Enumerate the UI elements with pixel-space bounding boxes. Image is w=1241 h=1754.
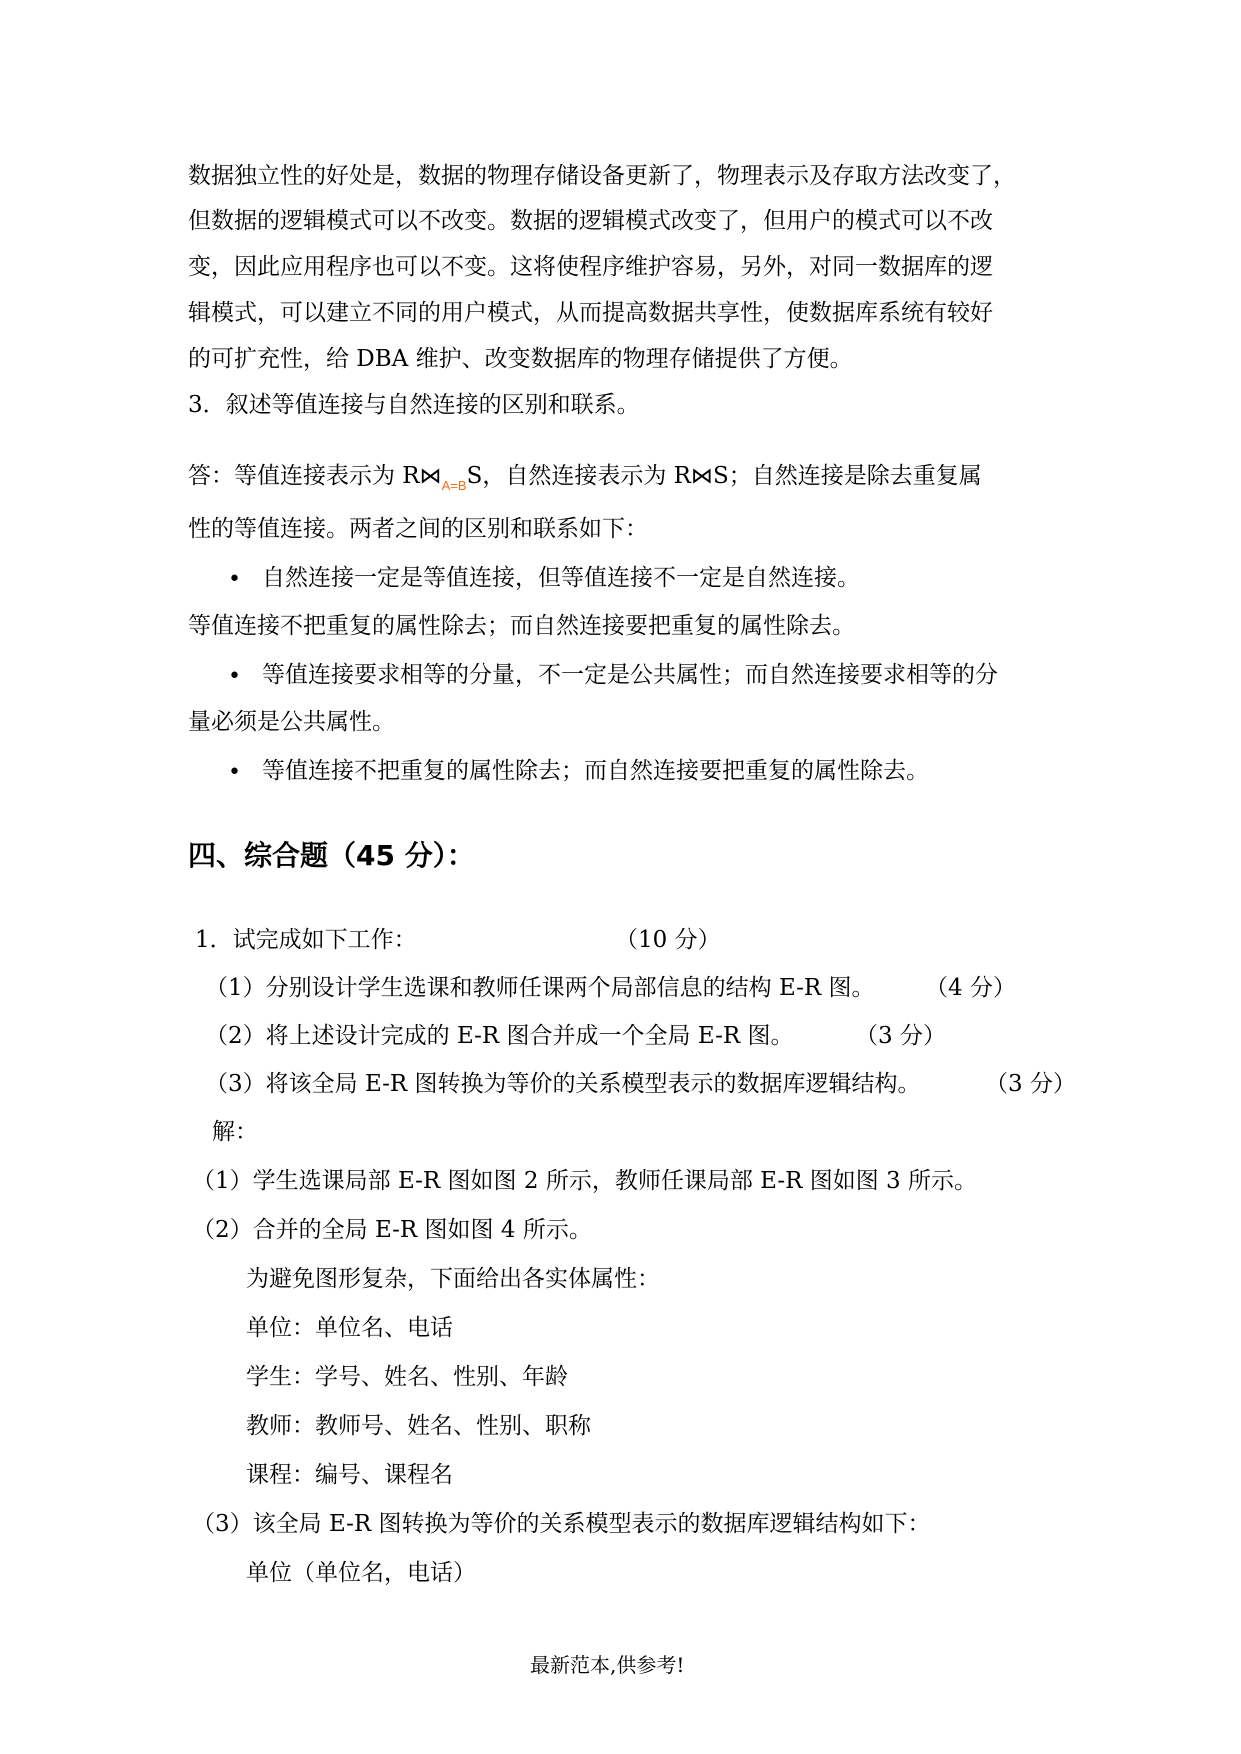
solution-1: （1）学生选课局部 E-R 图如图 2 所示，教师任课局部 E-R 图如图 3 所示。 — [192, 1168, 977, 1194]
join-condition-subscript: A=B — [441, 478, 467, 493]
subtask-1: （1）分别设计学生选课和教师任课两个局部信息的结构 E-R 图。 — [205, 975, 875, 1001]
paragraph-line: 的可扩充性，给 DBA 维护、改变数据库的物理存储提供了方便。 — [188, 346, 853, 372]
bullet-item: 等值连接不把重复的属性除去；而自然连接要把重复的属性除去。 — [262, 758, 929, 784]
subtask-2: （2）将上述设计完成的 E-R 图合并成一个全局 E-R 图。 — [205, 1023, 794, 1049]
natural-join-symbol: ⋈ — [419, 464, 442, 489]
solution-label: 解： — [212, 1119, 258, 1145]
bullet-item: 等值连接要求相等的分量，不一定是公共属性；而自然连接要求相等的分 — [262, 662, 998, 688]
subtask-3: （3）将该全局 E-R 图转换为等价的关系模型表示的数据库逻辑结构。 — [205, 1071, 921, 1097]
bullet-item: 自然连接一定是等值连接，但等值连接不一定是自然连接。 — [262, 565, 860, 591]
page-footer: 最新范本,供参考! — [530, 1653, 685, 1677]
bullet-item-continuation: 量必须是公共属性。 — [188, 709, 395, 735]
answer-text-part3: S；自然连接是除去重复属 — [712, 463, 982, 489]
answer-text-part2: S，自然连接表示为 R — [466, 463, 691, 489]
solution-2-intro: 为避免图形复杂，下面给出各实体属性： — [246, 1266, 660, 1292]
subtask-1-score: （4 分） — [925, 975, 1016, 1001]
relation-schema: 单位（单位名，电话） — [246, 1560, 476, 1586]
bullet-dot: • — [228, 664, 241, 689]
paragraph-line: 但数据的逻辑模式可以不改变。数据的逻辑模式改变了，但用户的模式可以不改 — [188, 208, 993, 234]
entity-attributes: 学生：学号、姓名、性别、年龄 — [246, 1364, 568, 1390]
subtask-3-score: （3 分） — [985, 1071, 1076, 1097]
paragraph-line: 等值连接不把重复的属性除去；而自然连接要把重复的属性除去。 — [188, 613, 855, 639]
subtask-2-score: （3 分） — [855, 1023, 946, 1049]
answer-text-part1: 答：等值连接表示为 R — [188, 463, 420, 489]
entity-attributes: 单位：单位名、电话 — [246, 1315, 453, 1341]
solution-2: （2）合并的全局 E-R 图如图 4 所示。 — [192, 1217, 592, 1243]
natural-join-symbol: ⋈ — [690, 464, 713, 489]
paragraph-line: 辑模式，可以建立不同的用户模式，从而提高数据共享性，使数据库系统有较好 — [188, 300, 993, 326]
task-1-score: （10 分） — [615, 927, 721, 953]
solution-3: （3）该全局 E-R 图转换为等价的关系模型表示的数据库逻辑结构如下： — [192, 1511, 931, 1537]
answer-line-2: 性的等值连接。两者之间的区别和联系如下： — [188, 516, 648, 542]
task-1: 1．试完成如下工作： — [195, 927, 417, 953]
entity-attributes: 课程：编号、课程名 — [246, 1462, 453, 1488]
question-3: 3．叙述等值连接与自然连接的区别和联系。 — [188, 392, 640, 418]
entity-attributes: 教师：教师号、姓名、性别、职称 — [246, 1413, 591, 1439]
answer-line — [188, 461, 982, 501]
bullet-dot: • — [228, 760, 241, 785]
paragraph-line: 数据独立性的好处是，数据的物理存储设备更新了，物理表示及存取方法改变了， — [188, 163, 1016, 189]
bullet-dot: • — [228, 567, 241, 592]
paragraph-line: 变，因此应用程序也可以不变。这将使程序维护容易，另外，对同一数据库的逻 — [188, 254, 993, 280]
section-heading: 四、综合题（45 分）： — [188, 839, 475, 872]
